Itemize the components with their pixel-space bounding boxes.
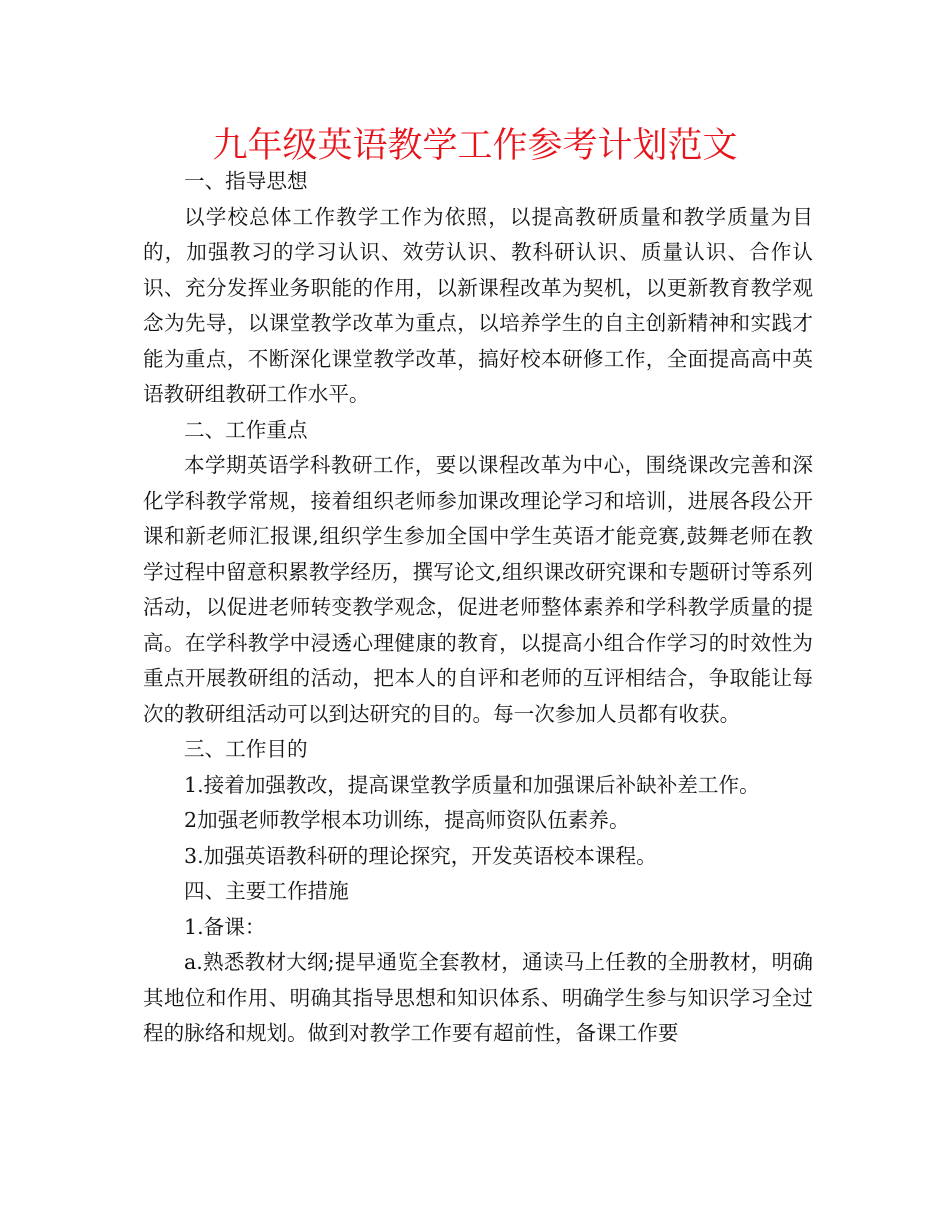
paragraph-work-focus: 本学期英语学科教研工作，要以课程改革为中心，围绕课改完善和深化学科教学常规，接着组织老师参加课改理论学习和培训，进展各段公开课和新老师汇报课,组织学生参加全国中学生英语才能竞赛,鼓舞老师在教学过程中留意积累教学经历，撰写论文,组织课改研究课和专题研讨等系列活动，以促进老师转变教学观念，促进老师整体素养和学科教学质量的提高。在学科教学中浸透心理健康的教育，以提高小组合作学习的时效性为重点开展教研组的活动，把本人的自评和老师的互评相结合，争取能让每次的教研组活动可以到达研究的目的。每一次参加人员都有收获。 bbox=[143, 453, 813, 726]
section-heading-3: 三、工作目的 bbox=[184, 737, 308, 761]
section-heading-4: 四、主要工作措施 bbox=[184, 879, 349, 903]
list-item-goal-1: 1.接着加强教改，提高课堂教学质量和加强课后补缺补差工作。 bbox=[184, 772, 760, 797]
document-body bbox=[143, 164, 813, 1052]
paragraph-lesson-prep-a: a.熟悉教材大纲;提早通览全套教材，通读马上任教的全册教材，明确其地位和作用、明确其指导思想和知识体系、明确学生参与知识学习全过程的脉络和规划。做到对教学工作要有超前性，备课工作要 bbox=[143, 950, 813, 1045]
list-item-goal-3: 3.加强英语教科研的理论探究，开发英语校本课程。 bbox=[184, 843, 657, 868]
section-heading-1: 一、指导思想 bbox=[184, 169, 308, 193]
list-item-goal-2: 2加强老师教学根本功训练，提高师资队伍素养。 bbox=[184, 808, 630, 832]
section-heading-2: 二、工作重点 bbox=[184, 417, 308, 442]
subheading-lesson-prep: 1.备课： bbox=[184, 914, 266, 939]
document-title: 九年级英语教学工作参考计划范文 bbox=[212, 126, 738, 166]
paragraph-guiding-ideology: 以学校总体工作教学工作为依照，以提高教研质量和教学质量为目的，加强教习的学习认识、效劳认识、教科研认识、质量认识、合作认识、充分发挥业务职能的作用，以新课程改革为契机，以更新教育教学观念为先导，以课堂教学改革为重点，以培养学生的自主创新精神和实践才能为重点，不断深化课堂教学改革，搞好校本研修工作，全面提高高中英语教研组教研工作水平。 bbox=[143, 204, 813, 406]
